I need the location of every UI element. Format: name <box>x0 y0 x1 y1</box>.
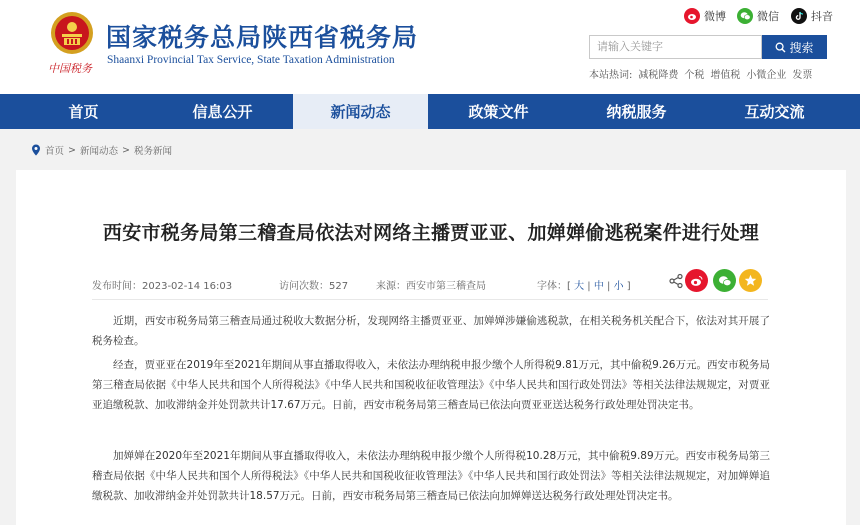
nav-item-policy[interactable]: 政策文件 <box>468 103 529 121</box>
wechat-icon <box>737 8 753 24</box>
weibo-icon <box>690 275 703 287</box>
visits-value: 527 <box>329 281 349 292</box>
share-icon[interactable] <box>668 273 684 289</box>
breadcrumb <box>31 143 172 157</box>
search-icon <box>775 42 786 53</box>
search-input[interactable]: 请输入关键字 <box>589 35 762 59</box>
article-paragraph: 经查，贾亚亚在2019年至2021年期间从事直播取得收入，未依法办理纳税申报少缴个人所得税9.81万元，其中偷税9.26万元。西安市税务局第三稽查局依据《中华人民共和国个人所得税法》《中华人民共和国税收征收管理法》《中华人民共和国行政处罚法》等相关法律法规规定，对贾亚亚追缴税款、加收滞纳金并处罚款共计17.67万元。日前，西安市税务局第三稽查局已依法向贾亚亚送达税务行政处理处罚决定书。 <box>92 359 770 411</box>
hot-words <box>589 66 812 81</box>
social-douyin-label: 抖音 <box>811 10 833 23</box>
share-weibo-button[interactable] <box>685 269 708 292</box>
share-favorite-button[interactable] <box>739 269 762 292</box>
article-card <box>16 170 846 525</box>
font-size-large-button[interactable]: 大 <box>574 281 585 292</box>
article-source <box>376 277 486 292</box>
site-header <box>0 0 860 94</box>
location-pin-icon <box>31 144 41 156</box>
article-paragraph: 加婵婵在2020年至2021年期间从事直播取得收入，未依法办理纳税申报少缴个人所得税10.28万元，其中偷税9.89万元。西安市税务局第三稽查局依据《中华人民共和国个人所得税法》《中华人民共和国税收征收管理法》《中华人民共和国行政处罚法》等相关法律法规规定，对加婵婵追缴税款、加收滞纳金并处罚款共计18.57万元。日前，西安市税务局第三稽查局已依法向加婵婵送达税务行政处理处罚决定书。 <box>92 450 770 502</box>
nav-item-news[interactable]: 新闻动态 <box>293 94 428 129</box>
source-value: 西安市第三稽查局 <box>406 281 486 292</box>
logo-script-text: 中国税务 <box>48 62 92 75</box>
visits-label: 访问次数： <box>279 281 329 292</box>
douyin-icon <box>791 8 807 24</box>
nav-item-interaction[interactable]: 互动交流 <box>744 103 805 121</box>
meta-divider <box>92 299 768 300</box>
breadcrumb-home[interactable]: 首页 <box>45 146 65 157</box>
main-nav <box>0 94 860 129</box>
breadcrumb-news[interactable]: 新闻动态 <box>79 146 118 157</box>
hot-word-link[interactable]: 个税 <box>684 70 705 81</box>
social-weibo-link[interactable] <box>684 7 726 25</box>
social-douyin-link[interactable] <box>791 7 833 25</box>
share-wechat-button[interactable] <box>713 269 736 292</box>
wechat-icon <box>718 275 732 287</box>
font-size-label: 字体： <box>537 281 567 292</box>
hot-word-link[interactable]: 增值税 <box>710 70 741 81</box>
search-button[interactable] <box>762 35 827 59</box>
source-label: 来源： <box>376 281 406 292</box>
social-wechat-link[interactable] <box>737 7 779 25</box>
nav-item-info-disclosure[interactable]: 信息公开 <box>192 103 253 121</box>
social-wechat-label: 微信 <box>757 10 779 23</box>
weibo-icon <box>684 8 700 24</box>
breadcrumb-separator: > <box>122 144 130 156</box>
hot-word-link[interactable]: 小微企业 <box>746 70 787 81</box>
font-size-small-button[interactable]: 小 <box>613 281 624 292</box>
nav-item-home[interactable]: 首页 <box>68 103 99 121</box>
hot-words-label: 本站热词: <box>589 70 633 81</box>
search-button-label: 搜索 <box>789 40 814 55</box>
hot-word-link[interactable]: 减税降费 <box>638 70 679 81</box>
site-title[interactable]: 国家税务总局陕西省税务局 <box>106 23 419 52</box>
font-size-medium-button[interactable]: 中 <box>593 281 604 292</box>
breadcrumb-current[interactable]: 税务新闻 <box>133 146 172 157</box>
font-size-switcher: 字体：[ 大 | 中 | 小 ] <box>537 281 631 292</box>
nav-item-tax-service[interactable]: 纳税服务 <box>606 103 667 121</box>
site-subtitle: Shaanxi Provincial Tax Service, State Taxation Administration <box>107 54 395 66</box>
star-icon <box>744 274 757 287</box>
breadcrumb-separator: > <box>68 144 76 156</box>
article-paragraph: 近期，西安市税务局第三稽查局通过税收大数据分析，发现网络主播贾亚亚、加婵婵涉嫌偷逃税款，在相关税务机关配合下，依法对其开展了税务检查。 <box>92 315 770 347</box>
social-weibo-label: 微博 <box>704 10 726 23</box>
hot-word-link[interactable]: 发票 <box>792 70 813 81</box>
article-title: 西安市税务局第三稽查局依法对网络主播贾亚亚、加婵婵偷逃税案件进行处理 <box>102 222 760 244</box>
article-visit-count <box>279 277 348 292</box>
article-publish-date: 发布时间：2023-02-14 16:03 <box>92 281 233 292</box>
tax-emblem-icon[interactable] <box>49 10 95 56</box>
